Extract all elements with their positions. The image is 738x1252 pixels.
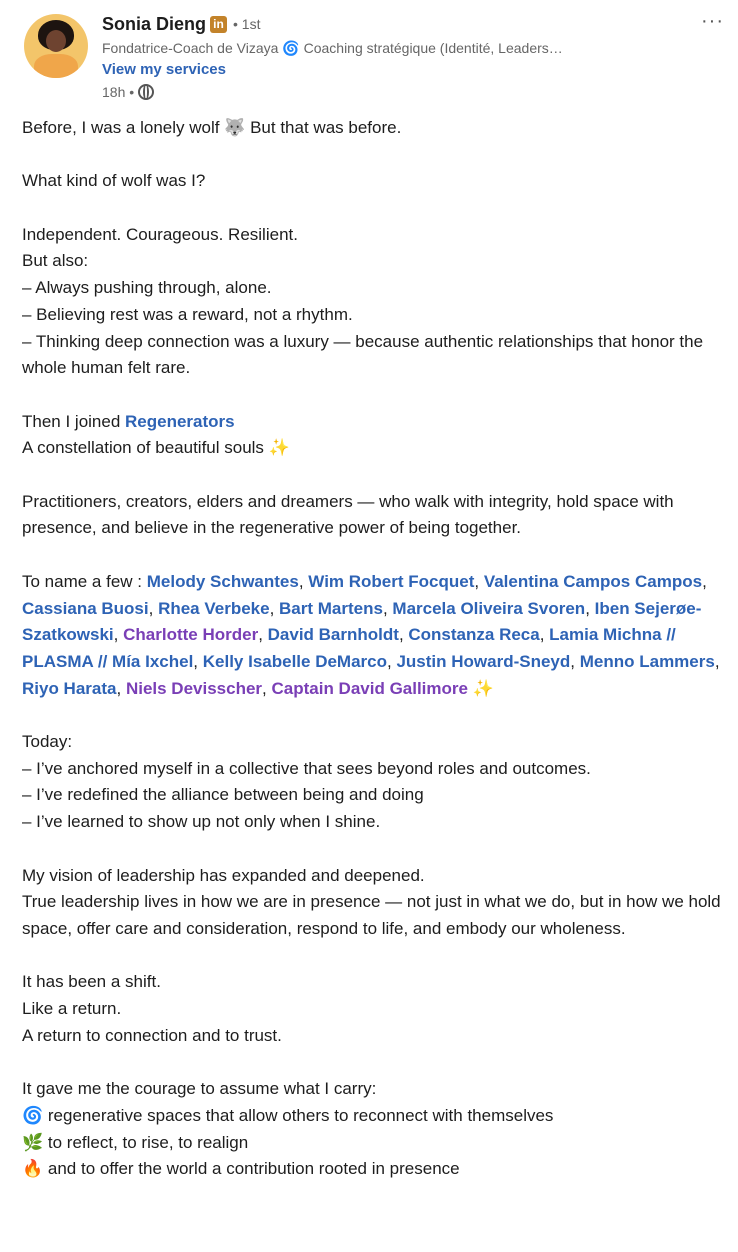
view-services-link[interactable]: View my services [102,61,226,78]
mention-link[interactable]: Lamia Michna // PLASMA // Mía Ixchel [22,625,676,671]
mention-link[interactable]: Valentina Campos Campos [483,571,703,591]
text-span: To name a few : [22,571,147,591]
blank-line [22,195,722,222]
post-line: But also: [22,251,89,271]
post-line: – I’ve redefined the alliance between being and doing [22,785,424,805]
avatar[interactable] [24,14,88,78]
post-line: A constellation of beautiful souls ✨ [22,438,290,458]
post-line: 🌀 regenerative spaces that allow others to reconnect with themselves [22,1105,554,1125]
post-line: A return to connection and to trust. [22,1025,282,1045]
post-line: 🔥 and to offer the world a contribution rooted in presence [22,1159,460,1179]
mention-separator: , [116,678,126,698]
mention-separator: , [474,571,484,591]
linkedin-premium-icon: in [210,16,227,33]
mention-separator: ✨ [467,678,494,698]
mention-separator: , [148,598,159,618]
blank-line [22,1049,722,1076]
mention-separator: , [193,651,203,671]
mention-link[interactable]: David Barnholdt [267,625,399,645]
mention-link[interactable]: Niels Devisscher [125,678,263,698]
post-line: It has been a shift. [22,972,161,992]
post-line: – Always pushing through, alone. [22,278,272,298]
mention-separator: , [539,625,550,645]
mention-separator: , [585,598,595,618]
post-line: Practitioners, creators, elders and dreamers — who walk with integrity, hold space with presence, and believe in the regenerative power of being together. [22,491,674,538]
mention-separator: , [382,598,393,618]
post-line: Today: [22,732,73,752]
name-row [102,12,702,36]
blank-line [22,943,722,970]
avatar-shirt [34,54,78,78]
mention-separator: , [269,598,280,618]
blank-line [22,382,722,409]
blank-line [22,836,722,863]
post-line: 🌿 to reflect, to rise, to realign [22,1132,249,1152]
mention-separator: , [113,625,124,645]
mention-link[interactable]: Marcela Oliveira Svoren [392,598,586,618]
post-line: – I’ve anchored myself in a collective that sees beyond roles and outcomes. [22,758,591,778]
post-line: Independent. Courageous. Resilient. [22,224,298,244]
mention-link[interactable]: Charlotte Horder [123,625,259,645]
post-line: True leadership lives in how we are in presence — not just in what we do, but in how we hold space, offer care and consideration, respond to life, and embody our wholeness. [22,892,721,938]
post-line: – I’ve learned to show up not only when I shine. [22,812,381,832]
post-line: Before, I was a lonely wolf 🐺 But that was before. [22,118,402,137]
blank-line [22,462,722,489]
mention-separator: , [398,625,409,645]
post-line: – Believing rest was a reward, not a rhythm. [22,304,353,324]
more-options-icon[interactable]: ··· [701,10,724,32]
post-body [22,115,722,1183]
author-meta [102,12,702,103]
mention-link-regenerators[interactable]: Regenerators [125,411,235,431]
mention-link[interactable]: Justin Howard-Sneyd [396,651,571,671]
mention-link[interactable]: Captain David Gallimore [271,678,468,698]
post-line: My vision of leadership has expanded and deepened. [22,865,425,885]
mention-link[interactable]: Rhea Verbeke [158,598,270,618]
mention-link[interactable]: Kelly Isabelle DeMarco [202,651,388,671]
mention-separator: , [298,571,309,591]
mention-link[interactable]: Bart Martens [279,598,383,618]
mention-separator: , [570,651,580,671]
connection-degree: • 1st [233,16,261,32]
mentions-paragraph [22,569,722,703]
mention-separator: , [262,678,272,698]
mention-separator: , [387,651,397,671]
post-line: It gave me the courage to assume what I carry: [22,1079,377,1099]
mention-link[interactable]: Riyo Harata [22,678,117,698]
mention-link[interactable]: Menno Lammers [579,651,715,671]
avatar-face [46,30,66,52]
mention-separator: , [714,651,720,671]
mention-separator: , [702,571,707,591]
mention-link[interactable]: Melody Schwantes [146,571,299,591]
post-header [24,10,724,110]
blank-line [22,702,722,729]
blank-line [22,542,722,569]
text-span: Then I joined [22,411,126,431]
mention-link[interactable]: Iben Sejerøe-Szatkowski [22,598,702,645]
post-line: – Thinking deep connection was a luxury — because authentic relationships that honor the whole human felt rare. [22,331,704,378]
post-line: What kind of wolf was I? [22,171,206,191]
mention-link[interactable]: Constanza Reca [408,625,540,645]
post-line: Like a return. [22,999,122,1019]
blank-line [22,142,722,169]
mention-link[interactable]: Wim Robert Focquet [308,571,475,591]
post-time: 18h • [102,84,135,100]
author-name[interactable]: Sonia Dieng [102,13,207,34]
post-line [22,409,722,436]
author-headline: Fondatrice-Coach de Vizaya 🌀 Coaching stratégique (Identité, Leaders… [102,40,563,56]
mention-link[interactable]: Cassiana Buosi [22,598,149,618]
mention-separator: , [258,625,268,645]
post-time-row [102,81,702,103]
globe-icon [138,84,154,100]
